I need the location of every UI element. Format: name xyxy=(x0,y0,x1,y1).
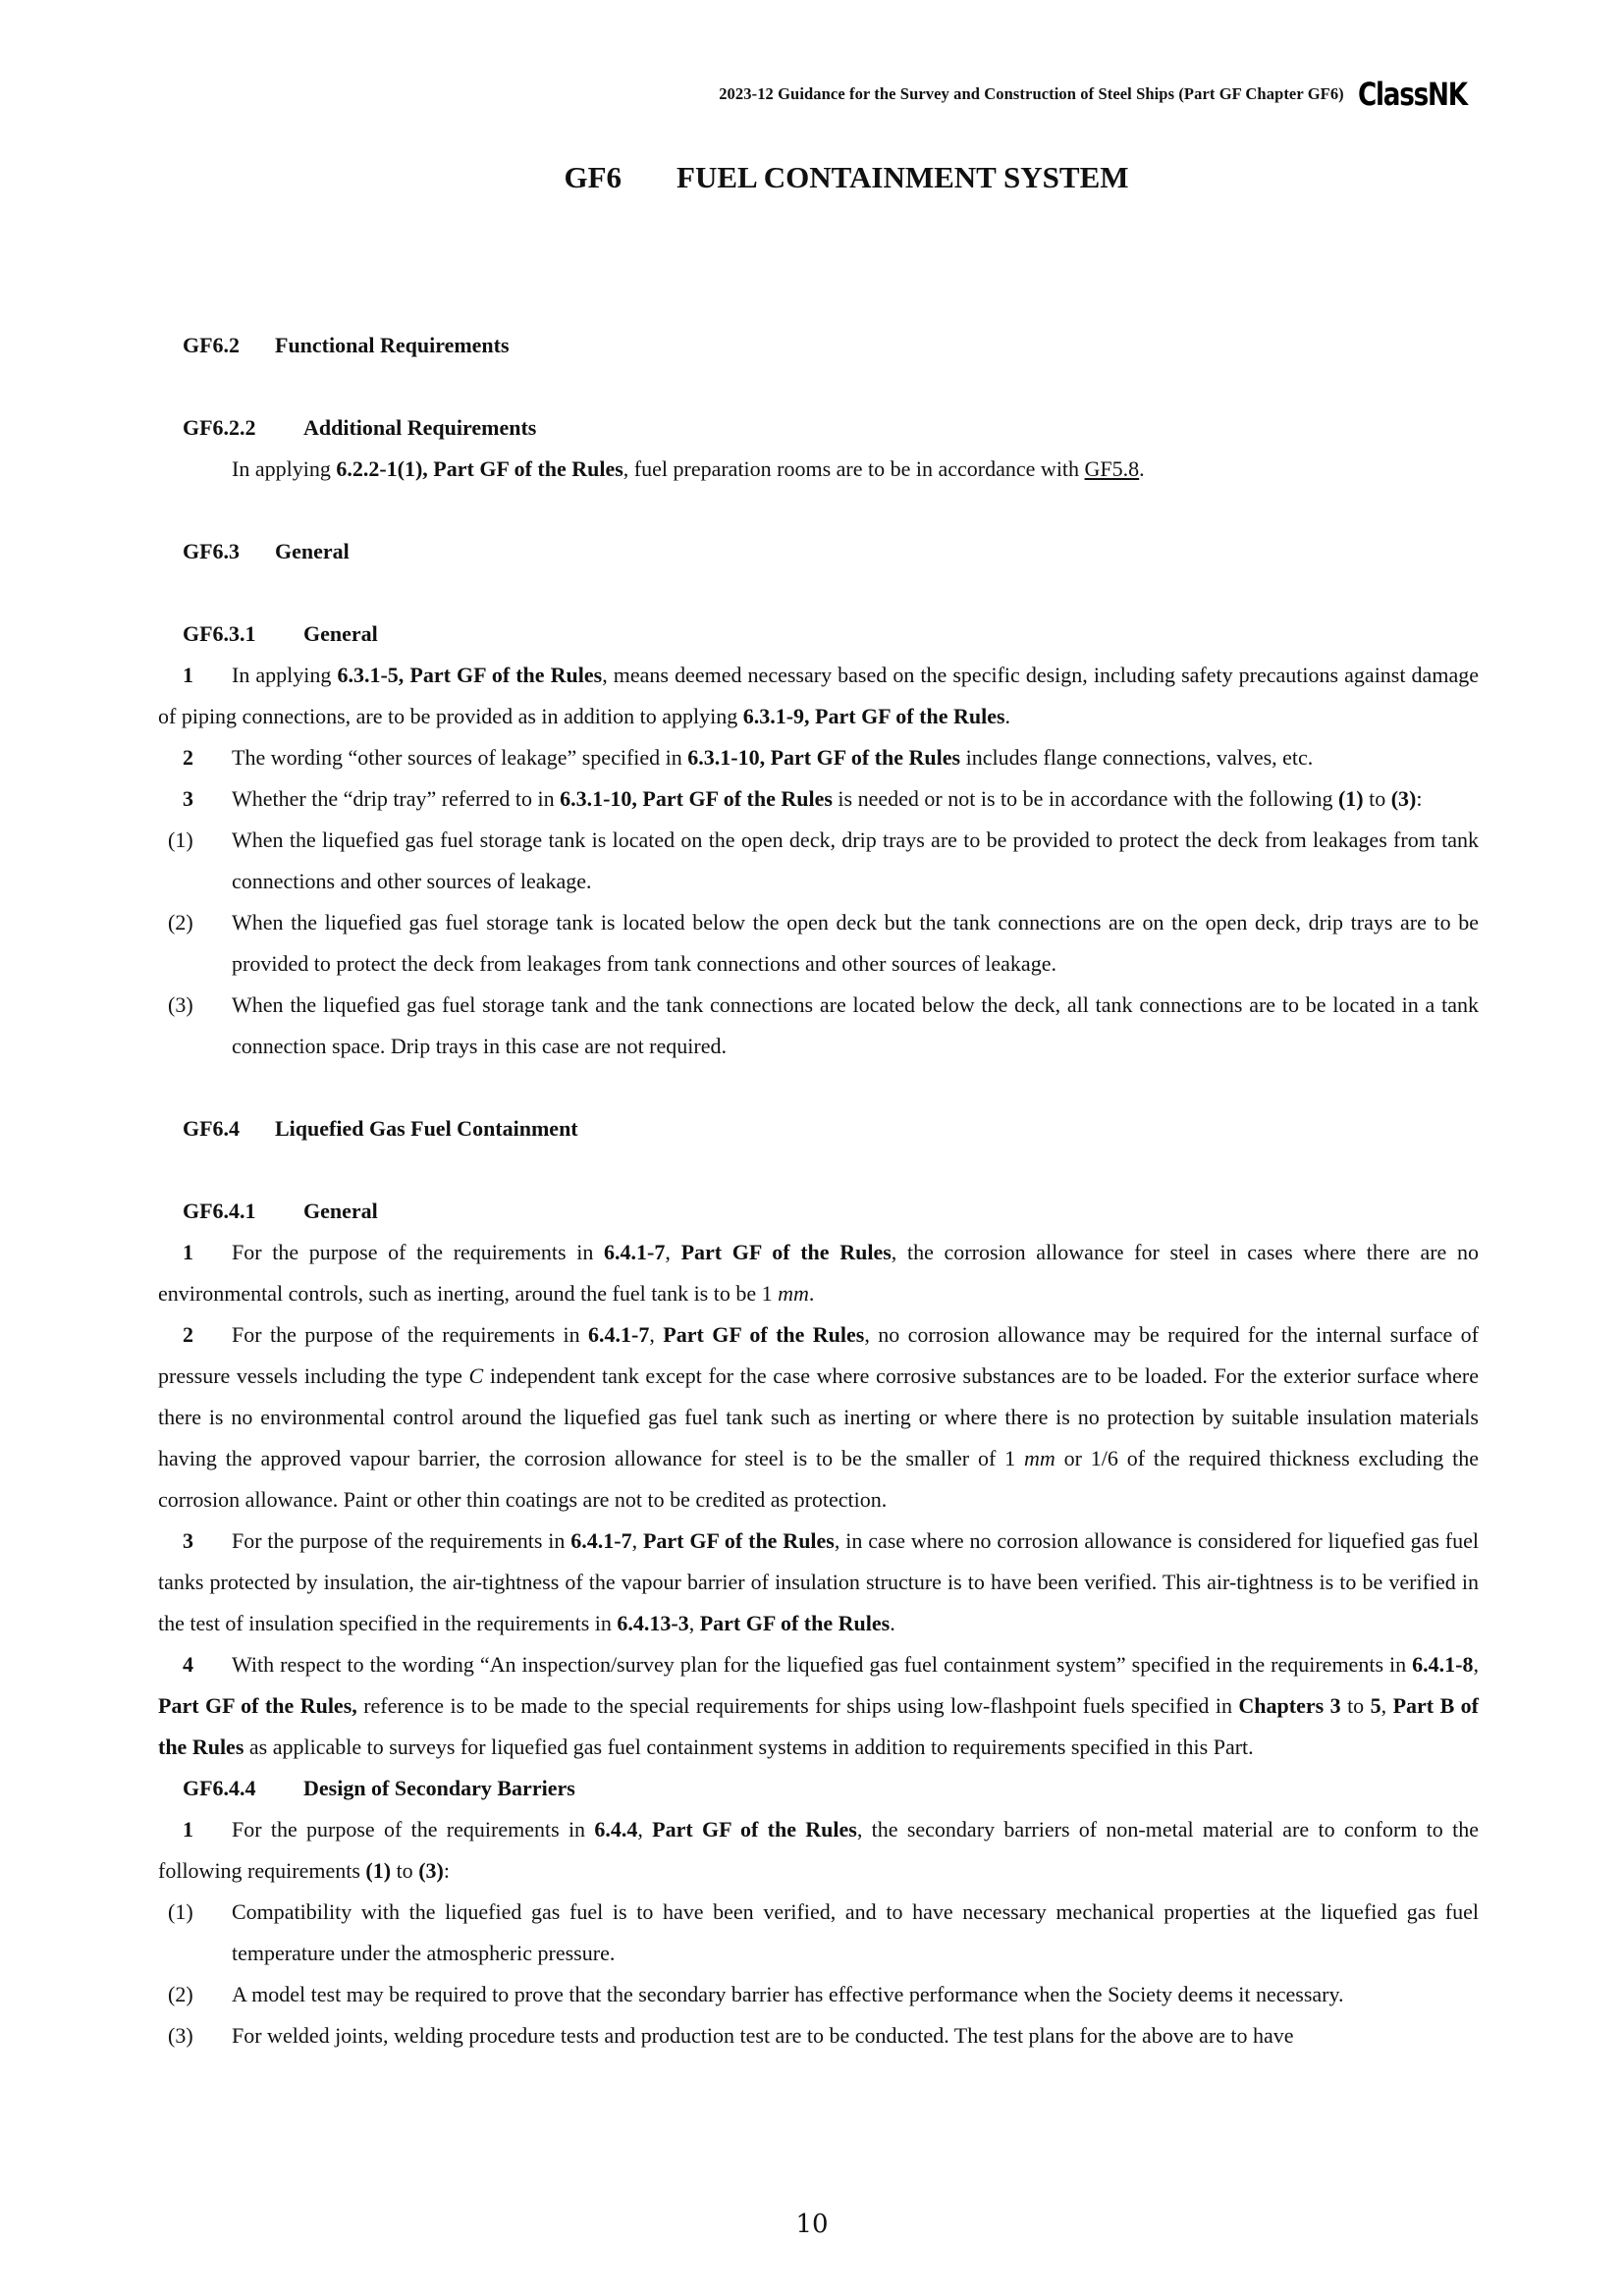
section-heading-gf6-2 xyxy=(158,325,1479,366)
subsection-heading-gf6-4-1 xyxy=(158,1191,1479,1232)
section-title: Functional Requirements xyxy=(275,333,510,357)
header-title: 2023-12 Guidance for the Survey and Construction of Steel Ships (Part GF Chapter GF6) xyxy=(719,84,1344,103)
subsection-number: GF6.2.2 xyxy=(183,415,256,440)
numbered-paragraph: 2 The wording “other sources of leakage” specified in 6.3.1-10, Part GF of the Rules includes flange connections, valves, etc. xyxy=(183,745,1314,770)
numbered-paragraph: 4 With respect to the wording “An inspection/survey plan for the liquefied gas fuel containment system” specified in the requirements in 6.4.1-8, Part GF of the Rules, reference is to be made to the special requirements for ships using low-flashpoint fuels specified in Chapters 3 to 5, Part B of the Rules as applicable to surveys for liquefied gas fuel containment systems in addition to requirements specified in this Part. xyxy=(158,1652,1480,1759)
chapter-name: FUEL CONTAINMENT SYSTEM xyxy=(677,160,1129,194)
paragraph: In applying 6.2.2-1(1), Part GF of the Rules, fuel preparation rooms are to be in accordance with GF5.8. xyxy=(232,456,1145,481)
section-number: GF6.3 xyxy=(183,539,241,563)
list-item: (2) When the liquefied gas fuel storage tank is located below the open deck but the tank connections are on the open deck, drip trays are to be provided to protect the deck from leakages from tank connections and other sources of leakage. xyxy=(168,910,1479,976)
numbered-paragraph: 2 For the purpose of the requirements in 6.4.1-7, Part GF of the Rules, no corrosion allowance may be required for the internal surface of pressure vessels including the type C independent tank except for the case where corrosive substances are to be loaded. For the exterior surface where there is no environmental control around the liquefied gas fuel tank such as inerting or where there is no protection by suitable insulation materials having the approved vapour barrier, the corrosion allowance for steel is to be the smaller of 1 mm or 1/6 of the required thickness excluding the corrosion allowance. Paint or other thin coatings are not to be credited as protection. xyxy=(158,1322,1479,1512)
subsection-title: General xyxy=(303,1199,378,1223)
section-heading-gf6-3 xyxy=(158,531,1479,572)
numbered-paragraph: 3 Whether the “drip tray” referred to in 6.3.1-10, Part GF of the Rules is needed or not is to be in accordance with the following (1) to (3): xyxy=(183,786,1423,811)
list-item: (2) A model test may be required to prove that the secondary barrier has effective performance when the Society deems it necessary. xyxy=(168,1982,1344,2006)
numbered-paragraph: 1 In applying 6.3.1-5, Part GF of the Rules, means deemed necessary based on the specific design, including safety precautions against damage of piping connections, are to be provided as in addition to applying 6.3.1-9, Part GF of the Rules. xyxy=(158,663,1479,728)
numbered-paragraph: 3 For the purpose of the requirements in 6.4.1-7, Part GF of the Rules, in case where no corrosion allowance is considered for liquefied gas fuel tanks protected by insulation, the air-tightness of the vapour barrier of insulation structure is to have been verified. This air-tightness is to be verified in the test of insulation specified in the requirements in 6.4.13-3, Part GF of the Rules. xyxy=(158,1528,1479,1635)
page-number: 10 xyxy=(795,2210,829,2239)
section-title: General xyxy=(275,539,350,563)
chapter-title xyxy=(0,157,1624,198)
section-number: GF6.2 xyxy=(183,333,241,357)
numbered-paragraph: 1 For the purpose of the requirements in 6.4.1-7, Part GF of the Rules, the corrosion allowance for steel in cases where there are no environmental controls, such as inerting, around the fuel tank is to be 1 mm. xyxy=(158,1240,1480,1306)
section-heading-gf6-4 xyxy=(158,1108,1479,1149)
subsection-heading-gf6-2-2 xyxy=(158,407,1479,449)
chapter-number: GF6 xyxy=(564,160,623,194)
subsection-title: Design of Secondary Barriers xyxy=(303,1776,575,1800)
subsection-number: GF6.3.1 xyxy=(183,621,256,646)
subsection-number: GF6.4.4 xyxy=(183,1776,256,1800)
subsection-number: GF6.4.1 xyxy=(183,1199,256,1223)
section-number: GF6.4 xyxy=(183,1116,241,1141)
list-item: (3) For welded joints, welding procedure tests and production test are to be conducted. The test plans for the above are to have xyxy=(168,2023,1294,2048)
list-item: (1) Compatibility with the liquefied gas fuel is to have been verified, and to have necessary mechanical properties at the liquefied gas fuel temperature under the atmospheric pressure. xyxy=(168,1899,1479,1965)
page-header xyxy=(719,75,1477,114)
subsection-heading-gf6-3-1 xyxy=(158,614,1479,655)
list-item: (1) When the liquefied gas fuel storage tank is located on the open deck, drip trays are to be provided to protect the deck from leakages from tank connections and other sources of leakage. xyxy=(168,828,1479,893)
numbered-paragraph: 1 For the purpose of the requirements in 6.4.4, Part GF of the Rules, the secondary barriers of non-metal material are to conform to the following requirements (1) to (3): xyxy=(158,1817,1479,1883)
gf5-8-link[interactable]: GF5.8 xyxy=(1084,456,1140,481)
classnk-logo: ClassNK xyxy=(1357,76,1467,113)
subsection-title: Additional Requirements xyxy=(303,415,537,440)
subsection-heading-gf6-4-4 xyxy=(158,1768,1479,1809)
list-item: (3) When the liquefied gas fuel storage tank and the tank connections are located below the deck, all tank connections are to be located in a tank connection space. Drip trays in this case are not required. xyxy=(168,992,1479,1058)
subsection-title: General xyxy=(303,621,378,646)
document-body xyxy=(158,325,1479,2056)
section-title: Liquefied Gas Fuel Containment xyxy=(275,1116,578,1141)
